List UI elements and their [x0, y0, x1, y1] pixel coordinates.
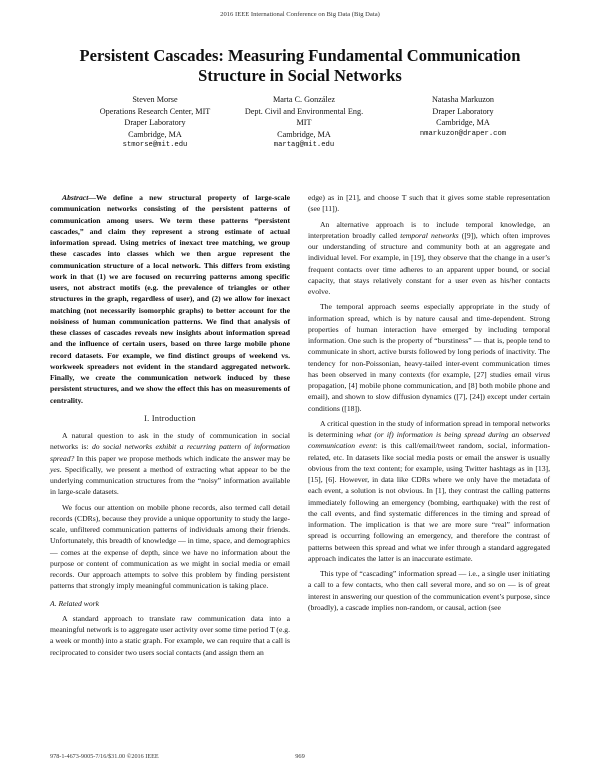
- author-name: Natasha Markuzon: [431, 95, 495, 104]
- abstract: [50, 192, 290, 406]
- abstract-label: Abstract—: [62, 193, 96, 202]
- paragraph: The temporal approach seems especially appropriate in the study of information spread, which is by nature causal and time-dependent. Strong properties of human interaction have emerged by including temporal information. One such is the property of “burstiness” — that is, people tend to communicate in short, active bursts followed by long periods of inactivity. The tendency for non-Poissonian, heavy-tailed inter-event communication times has been observed in many contexts (for example, [27] studies email virus propagation, [4] mobile phone communication, and [8] both mobile phone and email), and shown to slow diffusion dynamics ([7], [24]) except under certain conditions ([18]).: [308, 302, 550, 413]
- paragraph: We focus our attention on mobile phone records, also termed call detail records (CDRs), because they provide a unique opportunity to study the large-scale, unfiltered communication patterns of individuals among their friends. Unfortunately, this breadth of knowledge — in time, space, and demographics — comes at the expense of depth, since we have no information about the purpose or content of communication as we might in social media or email records. Our approach attempts to solve this problem by finding persistent patterns that strongly imply meaningful communication is taking place.: [50, 502, 290, 591]
- page-number: 969: [295, 753, 305, 760]
- subsection-heading-related-work: A. Related work: [50, 598, 100, 608]
- author-name: Steven Morse: [132, 95, 178, 104]
- author-block: [80, 94, 230, 152]
- author-block: [388, 94, 538, 140]
- author-affiliation: Dept. Civil and Environmental Eng.: [244, 106, 364, 116]
- author-block: [229, 94, 379, 152]
- left-column: [50, 192, 290, 662]
- section-heading-introduction: I. Introduction: [144, 413, 196, 423]
- author-affiliation: Operations Research Center, MIT: [99, 106, 211, 116]
- copyright-notice: 978-1-4673-9005-7/16/$31.00 ©2016 IEEE: [50, 753, 159, 760]
- conference-header: 2016 IEEE International Conference on Big Data (Big Data): [220, 11, 380, 18]
- author-email[interactable]: nmarkuzon@draper.com: [419, 129, 507, 138]
- author-name: Marta C. González: [272, 95, 336, 104]
- paragraph: This type of “cascading” information spread — i.e., a single user initiating a call to a few contacts, who then call several more, and so on — is of great interest in answering our question of the communication event’s purpose, since (broadly), a cascade implies non-random, or causal, action (see: [308, 569, 550, 612]
- paragraph: A critical question in the study of information spread in temporal networks is determining what (or if) information is being spread during an observed communication event: is this call/email/tweet random, social, information-related, etc. In datasets like social media posts or email the answer is usually obvious from the text content; for example, using Twitter hashtags as in [13], [15], [6]. However, in data like CDRs where we only have the metadata of each event, a solution is not obvious. In [1], they contrast the calling patterns immediately following an emergency (bombing, earthquake) with the rest of the call events, and find systematic differences in the timing and spread of information. The implication is that we are more sure “real” information spread is occurring following an emergency, and therefore the contrast of patterns between this spread and what we infer through a standard aggregated approach indicates the latter is an inaccurate estimate.: [308, 418, 550, 563]
- author-affiliation: MIT: [296, 118, 312, 127]
- right-column: [308, 192, 550, 617]
- paper-title: Persistent Cascades: Measuring Fundamental Communication Structure in Social Networks: [79, 46, 521, 85]
- abstract-text: We define a new structural property of large-scale communication networks consisting of the persistent patterns of communication among users. We term these patterns “persistent cascades,” and claim they represent a strong estimate of actual information spread. Using metrics of inexact tree matching, we group these cascades into classes which we then argue represent the communication structure of a local network. This differs from existing work in that (1) we are focused on recurring patterns among specific users, not abstract motifs (e.g. the prevalence of triangles or other structures in the graph, regardless of user), and (2) we allow for inexact matching (not necessarily isomorphic graphs) to better account for the noisiness of human communication patterns. We find that analysis of these classes of cascades reveals new insights about information spread and the influence of certain users, based on three large mobile phone record datasets. For example, we find distinct groups of weekend vs. workweek spreaders not evident in the standard aggregated network. Finally, we create the communication network induced by these persistent structures, and we show the effect this has on measurements of centrality.: [50, 193, 290, 405]
- paragraph: A standard approach to translate raw communication data into a meaningful network is to aggregate user activity over some time period T (e.g. a week or month) into a static graph. For example, we can require that a call is reciprocated to consider two users social contacts (and assign them an: [50, 613, 290, 657]
- paragraph: edge) as in [21], and choose T such that it gives some stable representation (see [11]).: [308, 193, 550, 214]
- author-location: Cambridge, MA: [277, 129, 331, 139]
- author-location: Cambridge, MA: [128, 129, 182, 139]
- author-affiliation: Draper Laboratory: [124, 118, 186, 127]
- author-email[interactable]: stmorse@mit.edu: [122, 141, 188, 149]
- author-email[interactable]: martag@mit.edu: [273, 141, 335, 149]
- paragraph: A natural question to ask in the study of communication in social networks is: do social networks exhibit a recurring pattern of information spread? In this paper we propose methods which indicate the answer may be yes. Specifically, we present a method of extracting what appear to be the underlying communication structures from the “noisy” information available in large-scale datasets.: [50, 431, 290, 497]
- author-affiliation: Draper Laboratory: [432, 106, 494, 116]
- author-location: Cambridge, MA: [436, 118, 490, 127]
- paragraph: An alternative approach is to include temporal knowledge, an interpretation broadly called temporal networks ([9]), which often improves our understanding of structure and community both at an aggregate and individual level. For example, in [19], they observe that the change in a user’s frequent contacts over time adheres to an apparent upper bound, or social capacity, that stays relatively constant for a user even as his/her contacts evolve.: [308, 219, 551, 296]
